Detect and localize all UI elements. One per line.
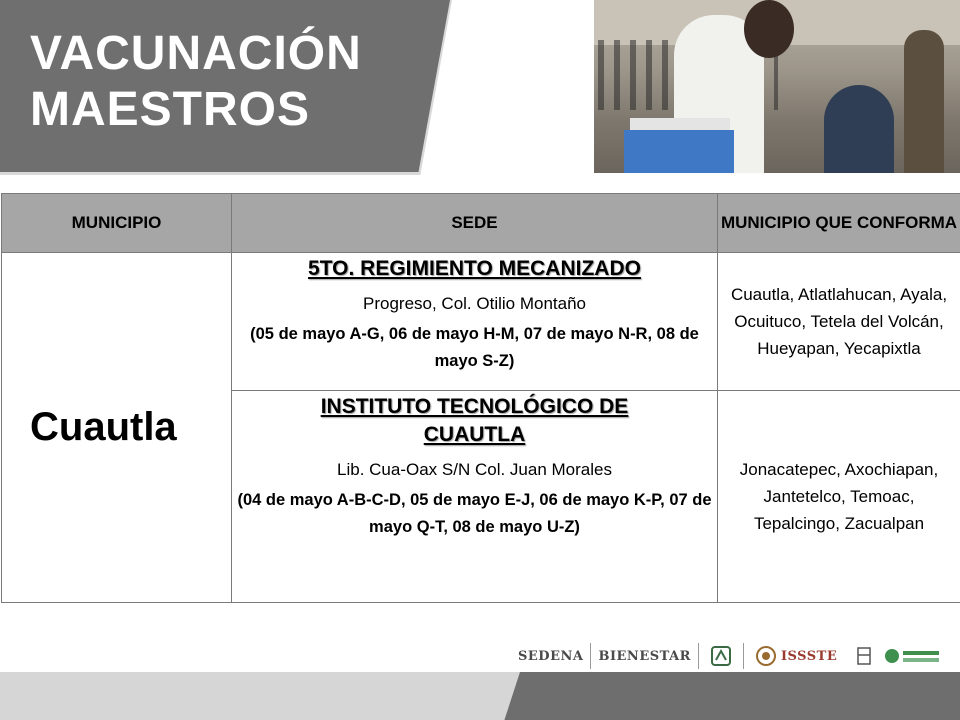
sede-cell xyxy=(232,391,718,603)
morelos-emblem-icon xyxy=(853,645,875,667)
page-title xyxy=(30,26,362,138)
bienestar-logo: BIENESTAR xyxy=(598,648,691,664)
sede-dates: (05 de mayo A-G, 06 de mayo H-M, 07 de mayo N-R, 08 de mayo S-Z) xyxy=(250,325,699,370)
header-sede: SEDE xyxy=(232,194,718,253)
brigada-logo-icon xyxy=(883,645,943,667)
sede-dates: (04 de mayo A-B-C-D, 05 de mayo E-J, 06 de mayo K-P, 07 de mayo Q-T, 08 de mayo U-Z) xyxy=(237,491,712,536)
municipios-cell: Cuautla, Atlatlahucan, Ayala, Ocuituco, Tetela del Volcán, Hueyapan, Yecapixtla xyxy=(718,253,960,391)
vaccination-photo xyxy=(594,0,960,173)
sede-cell xyxy=(232,253,718,391)
table-row xyxy=(2,253,960,391)
header-municipio-conforma: MUNICIPIO QUE CONFORMA xyxy=(718,194,960,253)
table-header-row xyxy=(2,194,960,253)
imss-logo-icon xyxy=(710,645,732,667)
sede-name: INSTITUTO TECNOLÓGICO DE CUAUTLA xyxy=(320,395,629,446)
title-line-1: VACUNACIÓN xyxy=(30,27,362,80)
header-municipio: MUNICIPIO xyxy=(2,194,232,253)
issste-emblem-icon xyxy=(755,645,777,667)
logo-divider xyxy=(590,643,591,669)
municipios-cell: Jonacatepec, Axochiapan, Jantetelco, Temoac, Tepalcingo, Zacualpan xyxy=(718,391,960,603)
sede-name: 5TO. REGIMIENTO MECANIZADO xyxy=(308,257,641,280)
logo-divider xyxy=(743,643,744,669)
institution-logos xyxy=(518,636,960,676)
logo-divider xyxy=(698,643,699,669)
title-line-2: MAESTROS xyxy=(30,83,311,136)
issste-logo: ISSSTE xyxy=(780,648,838,664)
vaccination-table xyxy=(1,193,960,603)
sedena-logo: SEDENA xyxy=(518,648,584,664)
footer-band-light xyxy=(0,672,520,720)
sede-address: Lib. Cua-Oax S/N Col. Juan Morales xyxy=(337,460,612,479)
sede-address: Progreso, Col. Otilio Montaño xyxy=(363,294,586,313)
municipio-cell: Cuautla xyxy=(2,253,232,603)
